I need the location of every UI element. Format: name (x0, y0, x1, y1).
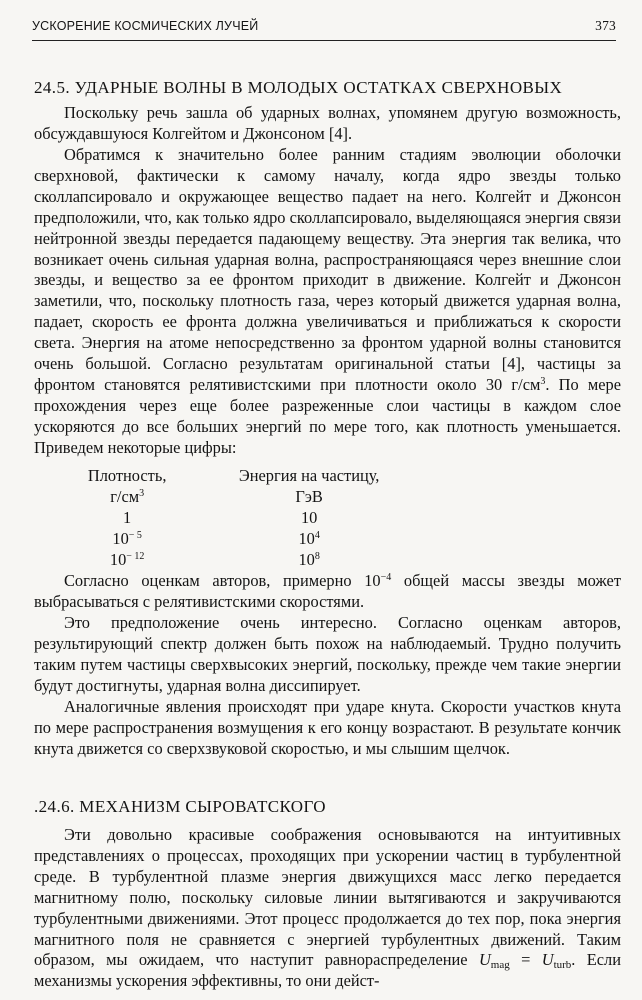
equals-sign: = (509, 950, 542, 970)
paragraph-3-text-a: Согласно оценкам авторов, примерно 10 (64, 571, 381, 590)
density-cell (72, 550, 182, 571)
running-head (32, 18, 616, 34)
paragraph-3-text-b: общей массы звезды может выбрасываться с релятивистскими скоростями. (34, 571, 621, 611)
table-unit-row (72, 487, 412, 508)
energy-cell (206, 550, 412, 571)
paragraph-2 (34, 145, 621, 459)
density-unit-text: г/см (110, 486, 140, 506)
energy-cell (206, 508, 412, 529)
energy-cell (206, 529, 412, 550)
energy-unit: ГэВ (295, 486, 323, 506)
u-mag-subscript: mag (490, 959, 510, 972)
energy-column-header: Энергия на частицу, (238, 466, 380, 485)
density-value: 10 (112, 528, 129, 548)
paragraph-2-text-b: . По мере прохождения через еще более разреженные слои частицы в каждом слое ускоряются до все больших энергий по мере того, как плотность уменьшается. Приведем некоторые цифры: (34, 374, 621, 457)
paragraph-3-superscript: −4 (380, 572, 392, 583)
density-exponent: − 5 (128, 529, 142, 541)
energy-exponent: 8 (314, 550, 320, 562)
energy-value: 10 (300, 507, 318, 527)
section-heading-24-5: 24.5. УДАРНЫЕ ВОЛНЫ В МОЛОДЫХ ОСТАТКАХ СВЕРХНОВЫХ (34, 78, 563, 97)
paragraph-2-text-a: Обратимся к значительно более ранним стадиям эволюции оболочки сверхновой, фактически к самому началу, когда ядро звезды только сколлапсировало и окружающее вещество падает на него. Колгейт и Джонсон предположили, что, как только ядро сколлапсировало, выделяющаяся энергия связи нейтронной звезды передается падающему веществу. Эта энергия так велика, что возникает очень сильная ударная волна, распространяющаяся через внешние слои звезды, и вещество за ее фронтом приходит в движение. Колгейт и Джонсон заметили, что, поскольку плотность газа, через который движется ударная волна, падает, скорость ее фронта должна увеличиваться и приближаться к скорости света. Энергия на атоме непосредственно за фронтом ударной волны становится очень большой. Согласно результатам оригинальной статьи [4], частицы за фронтом становятся релятивистскими при плотности около 30 г/см (34, 145, 621, 394)
density-value: 1 (123, 507, 132, 527)
u-turb-subscript: turb (553, 959, 572, 972)
table-row (72, 508, 412, 529)
paragraph-6-text-a: Эти довольно красивые соображения основываются на интуитивных представлениях о процессах, проходящих при ускорении частиц в турбулентной среде. В турбулентной плазме энергия движущихся масс легко передается магнитному полю, поскольку силовые линии вытягиваются и закручиваются турбулентными движениями. Этот процесс продолжается до тех пор, пока энергия магнитного поля не сравняется с энергией турбулентных движений. Таким образом, мы ожидаем, что наступит равнораспределение (34, 825, 621, 970)
density-cell (72, 529, 182, 550)
paragraph-4: Это предположение очень интересно. Согласно оценкам авторов, результирующий спектр должен быть похож на наблюдаемый. Трудно получить таким путем частицы сверхвысоких энергий, поскольку, прежде чем такие энергии будут достигнуты, ударная волна диссипирует. (34, 613, 621, 695)
paragraph-2-superscript: 3 (540, 375, 546, 387)
energy-value: 10 (298, 549, 315, 569)
density-unit (72, 487, 182, 508)
energy-exponent: 4 (314, 529, 320, 541)
u-turb-symbol: U (541, 950, 554, 970)
paragraph-5: Аналогичные явления происходят при ударе кнута. Скорости участков кнута по мере распространения возмущения к его концу возрастают. В результате кончик кнута движется со сверхзвуковой скоростью, и мы слышим щелчок. (34, 697, 621, 758)
table-row (72, 529, 412, 550)
density-energy-table (72, 466, 412, 571)
density-column-header: Плотность, (87, 466, 167, 485)
paragraph-6 (34, 825, 621, 992)
running-title: УСКОРЕНИЕ КОСМИЧЕСКИХ ЛУЧЕЙ (32, 19, 259, 33)
table-row (72, 550, 412, 571)
header-rule (32, 40, 616, 41)
u-mag-symbol: U (478, 950, 491, 970)
page-number: 373 (595, 18, 616, 33)
density-exponent: − 12 (126, 550, 145, 562)
paragraph-3 (34, 571, 621, 613)
table-header-row (72, 466, 412, 487)
energy-value: 10 (298, 528, 315, 548)
density-unit-exponent: 3 (139, 487, 145, 499)
density-value: 10 (109, 549, 127, 569)
section-heading-24-6: .24.6. МЕХАНИЗМ СЫРОВАТСКОГО (34, 797, 326, 816)
paragraph-6-text-b: . Если механизмы ускорения эффективны, то они дейст- (34, 950, 621, 991)
paragraph-1: Поскольку речь зашла об ударных волнах, упомянем другую возможность, обсуждавшуюся Колгейтом и Джонсоном [4]. (34, 103, 621, 143)
density-cell (72, 508, 182, 529)
